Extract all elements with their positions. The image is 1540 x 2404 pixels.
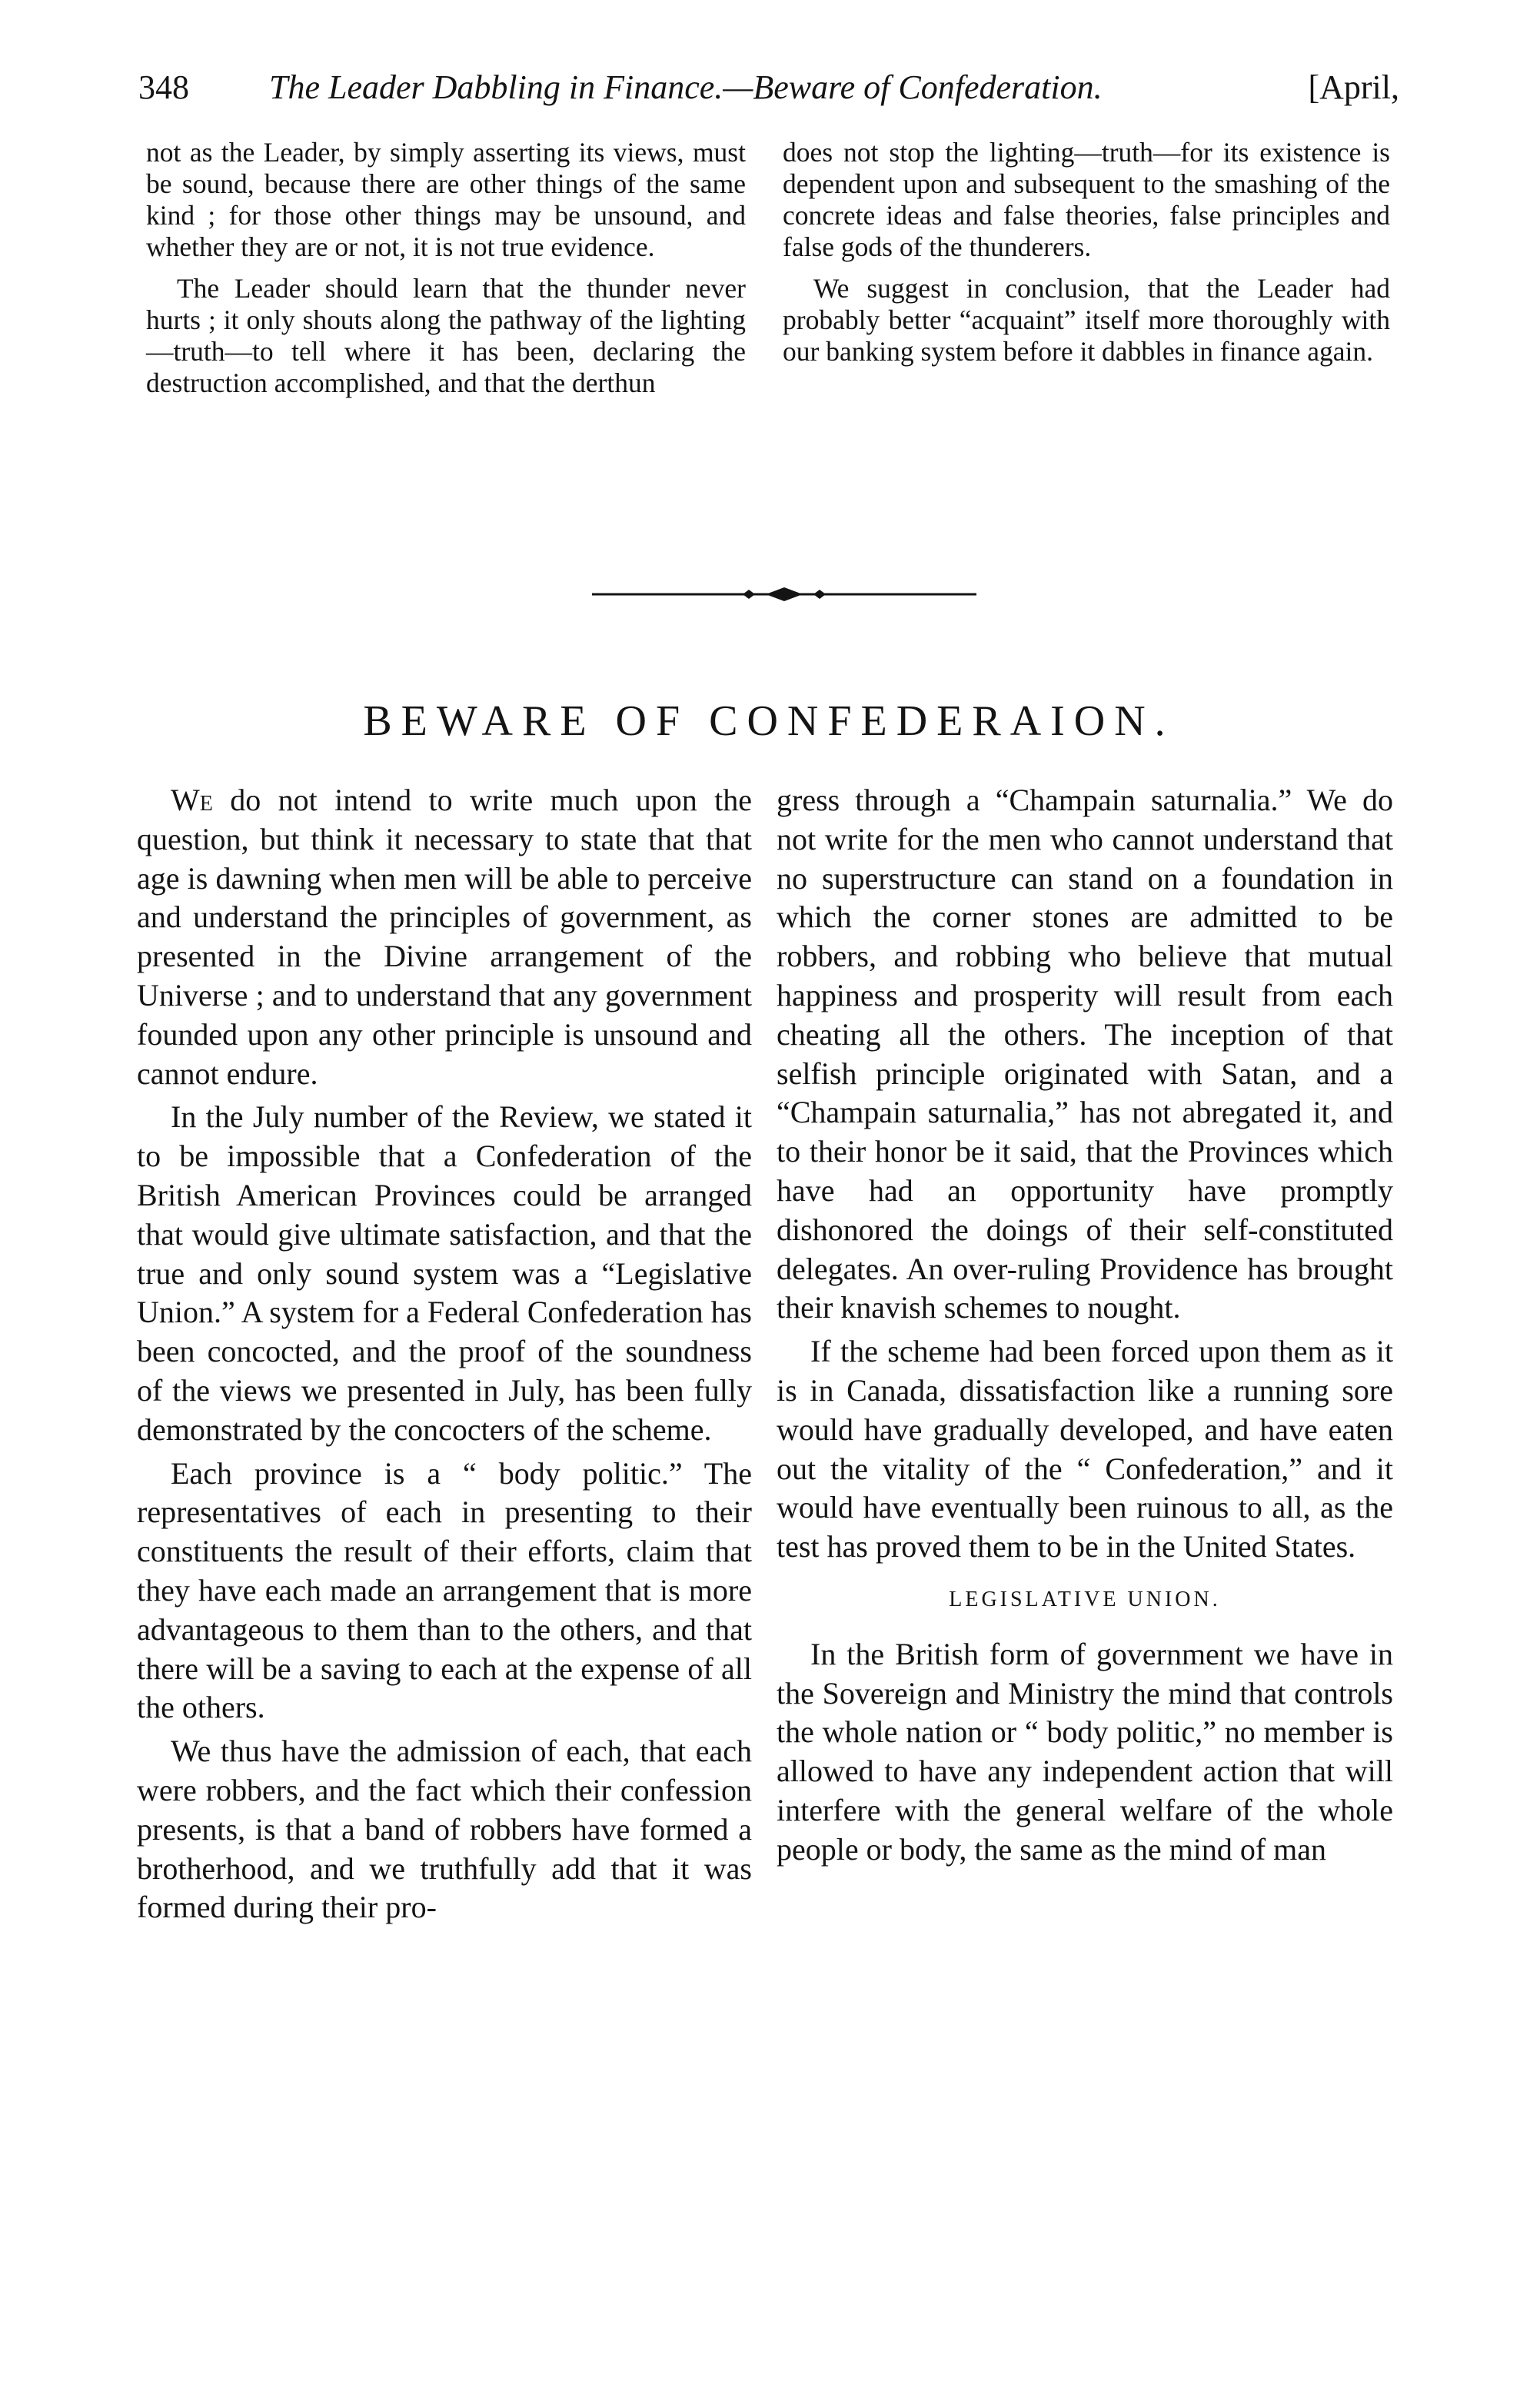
paragraph: The Leader should learn that the thunder never hurts ; it only shouts along the pathway of the lighting—truth—to tell where it has been, declaring the destruction accomplished, and that the derthun bbox=[146, 273, 746, 398]
header-month: [April, bbox=[1308, 68, 1399, 106]
paragraph: We thus have the admission of each, that each were robbers, and the fact which their confession presents, is that a band of robbers have formed a brotherhood, and we truthfully add that it was formed during their pro- bbox=[137, 1734, 752, 1925]
paragraph: We suggest in conclusion, that the Leader had probably better “acquaint” itself more thoroughly with our banking system before it dabbles in finance again. bbox=[783, 273, 1390, 367]
paragraph: If the scheme had been forced upon them as it is in Canada, dissatisfaction like a running sore would have gradually developed, and have eaten out the vitality of the “ Confederation,” and it would have eventually been ruinous to all, as the test has proved them to be in the United States. bbox=[777, 1334, 1393, 1564]
paragraph: not as the Leader, by simply asserting its views, must be sound, because there are other things of the same kind ; for those other things may be unsound, and whether they are or not, it is not true evidence. bbox=[146, 137, 746, 262]
paragraph: In the British form of government we have in the Sovereign and Ministry the mind that controls the whole nation or “ body politic,” no member is allowed to have any independent action that will interfere with the general welfare of the whole people or body, the same as the mind of man bbox=[777, 1636, 1393, 1867]
top-right-column bbox=[783, 137, 1390, 377]
paragraph: does not stop the lighting—truth—for its existence is dependent upon and subsequent to the smashing of the concrete ideas and false theories, false principles and false gods of the thunderers. bbox=[783, 137, 1390, 262]
paragraph bbox=[137, 781, 752, 1093]
running-title: The Leader Dabbling in Finance.—Beware of Confederation. bbox=[269, 68, 1103, 106]
initial-word: We bbox=[171, 783, 213, 817]
running-header bbox=[138, 57, 1399, 118]
section-divider-ornament bbox=[592, 583, 976, 606]
paragraph: gress through a “Champain saturnalia.” We do not write for the men who cannot understand that no superstructure can stand on a foundation in which the corner stones are admitted to be robbers, and robbing who believe that mutual happiness and prosperity will result from each cheating all the others. The inception of that selfish principle originated with Satan, and a “Champain saturnalia,” has not abregated it, and to their honor be it said, that the Provinces which have had an opportunity have promptly dishonored the doings of their self-constituted delegates. An over-ruling Providence has brought their knavish schemes to nought. bbox=[777, 783, 1393, 1325]
section-title: BEWARE OF CONFEDERAION. bbox=[363, 697, 1175, 745]
paragraph-text: do not intend to write much upon the question, but think it necessary to state that that age is dawning when men will be able to perceive and understand the principles of government, as presented in the Divine arrangement of the Universe ; and to understand that any government founded upon any other principle is unsound and cannot endure. bbox=[137, 783, 752, 1091]
paragraph: Each province is a “ body politic.” The representatives of each in presenting to their constituents the result of their efforts, claim that they have each made an arrangement that is more advantageous to them than to the others, and that there will be a saving to each at the expense of all the others. bbox=[137, 1455, 752, 1725]
body-left-column bbox=[137, 781, 752, 1932]
page-number: 348 bbox=[138, 68, 189, 106]
body-right-column bbox=[777, 781, 1393, 1874]
paragraph: In the July number of the Review, we stated it to be impossible that a Confederation of the British American Provinces could be arranged that would give ultimate satisfaction, and that the true and only sound system was a “Legislative Union.” A system for a Federal Confederation has been concocted, and the proof of the soundness of the views we presented in July, has been fully demonstrated by the concocters of the scheme. bbox=[137, 1099, 752, 1447]
top-left-column bbox=[146, 137, 746, 409]
subheading: LEGISLATIVE UNION. bbox=[949, 1587, 1221, 1611]
